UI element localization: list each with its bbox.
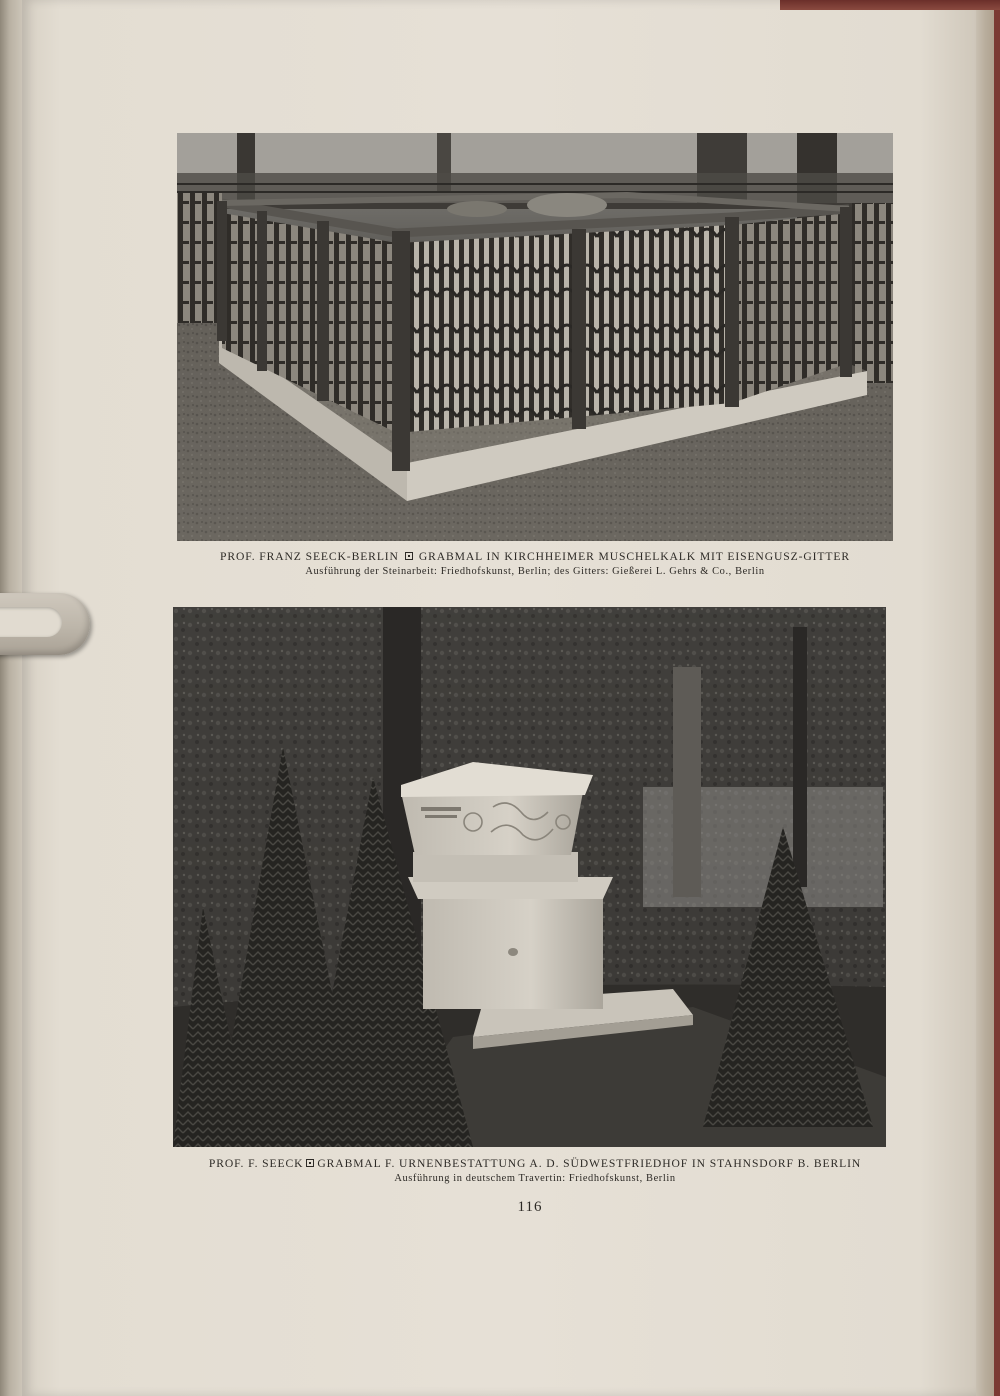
book-cover-corner: [780, 0, 1000, 10]
caption-title-line: [140, 549, 930, 565]
caption-subtitle: Ausführung der Steinarbeit: Friedhofskunst, Berlin; des Gitters: Gießerei L. Gehrs & Co., Berlin: [305, 566, 765, 577]
separator-icon: [405, 552, 413, 560]
photo-grave-iron-fence: [177, 133, 893, 541]
page-tab-slot: [0, 607, 62, 637]
book-binding: [0, 0, 24, 1396]
caption-title: GRABMAL IN KIRCHHEIMER MUSCHELKALK MIT EISENGUSZ-GITTER: [418, 550, 850, 563]
photo-urn-grave-monument: [173, 607, 886, 1147]
caption-author: PROF. F. SEECK: [208, 1157, 304, 1170]
caption-title-line: [140, 1156, 930, 1172]
caption-subtitle: Ausführung in deutschem Travertin: Friedhofskunst, Berlin: [394, 1173, 676, 1184]
figure-caption: [140, 1156, 930, 1186]
caption-title: GRABMAL F. URNENBESTATTUNG A. D. SÜDWESTFRIEDHOF IN STAHNSDORF B. BERLIN: [317, 1157, 862, 1170]
book-cover-edge: [994, 0, 1000, 1396]
separator-icon: [306, 1159, 314, 1167]
figure-caption: [140, 549, 930, 579]
page-number: 116: [517, 1199, 543, 1215]
caption-author: PROF. FRANZ SEECK-BERLIN: [220, 550, 399, 563]
page-tab: [0, 593, 90, 655]
